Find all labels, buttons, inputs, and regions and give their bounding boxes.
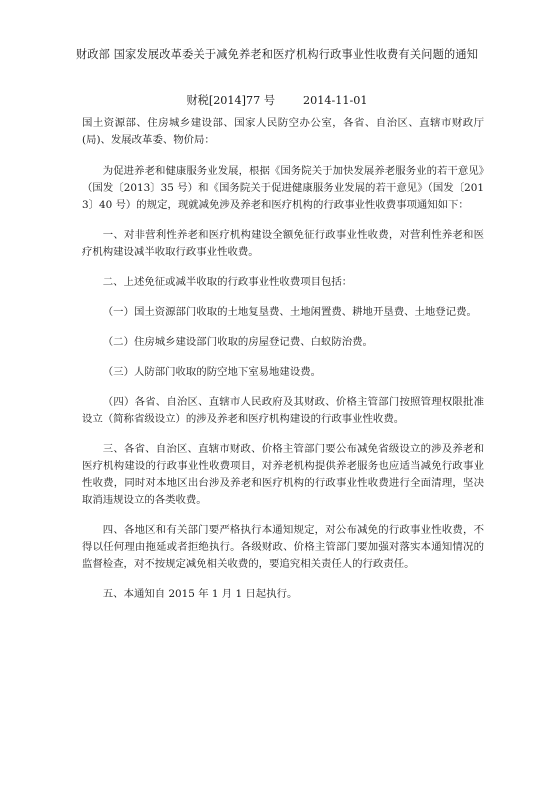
paragraph-preamble: 为促进养老和健康服务业发展，根据《国务院关于加快发展养老服务业的若干意见》（国发〔2013〕35 号）和《国务院关于促进健康服务业发展的若干意见》（国发〔2013〕40 号）的规定，现就减免涉及养老和医疗机构的行政事业性收费事项通知如下：: [82, 165, 484, 211]
paragraph-item-4: 四、各地区和有关部门要严格执行本通知规定，对公布减免的行政事业性收费，不得以任何理由拖延或者拒绝执行。各级财政、价格主管部门要加强对落实本通知情况的监督检查，对不按规定减免相关收费的，要追究相关责任人的行政责任。: [82, 524, 484, 570]
addressee: 国土资源部、住房城乡建设部、国家人民防空办公室，各省、自治区、直辖市财政厅(局)、发展改革委、物价局：: [82, 117, 484, 146]
document-number-line: [0, 92, 554, 108]
paragraph-item-5: 五、本通知自 2015 年 1 月 1 日起执行。: [102, 588, 298, 600]
paragraph-item-1: 一、对非营利性养老和医疗机构建设全额免征行政事业性收费，对营利性养老和医疗机构建设减半收取行政事业性收费。: [82, 229, 484, 258]
paragraph-subitem-1: （一）国土资源部门收取的土地复垦费、土地闲置费、耕地开垦费、土地登记费。: [102, 306, 477, 318]
paragraph-subitem-2: （二）住房城乡建设部门收取的房屋登记费、白蚁防治费。: [102, 336, 373, 348]
document-number: 财税[2014]77 号: [186, 94, 276, 107]
document-date: 2014-11-01: [303, 94, 368, 107]
document-body: [82, 115, 484, 616]
paragraph-subitem-4: （四）各省、自治区、直辖市人民政府及其财政、价格主管部门按照管理权限批准设立（简称省级设立）的涉及养老和医疗机构建设的行政事业性收费。: [82, 396, 484, 425]
document-title: 财政部 国家发展改革委关于减免养老和医疗机构行政事业性收费有关问题的通知: [75, 48, 479, 61]
paragraph-subitem-3: （三）人防部门收取的防空地下室易地建设费。: [102, 366, 321, 378]
paragraph-item-2: 二、上述免征或减半收取的行政事业性收费项目包括：: [102, 276, 353, 288]
paragraph-item-3: 三、各省、自治区、直辖市财政、价格主管部门要公布减免省级设立的涉及养老和医疗机构建设的行政事业性收费项目，对养老机构提供养老服务也应适当减免行政事业性收费，同时对本地区出台涉及养老和医疗机构的行政事业性收费进行全面清理，坚决取消违规设立的各类收费。: [82, 443, 484, 506]
